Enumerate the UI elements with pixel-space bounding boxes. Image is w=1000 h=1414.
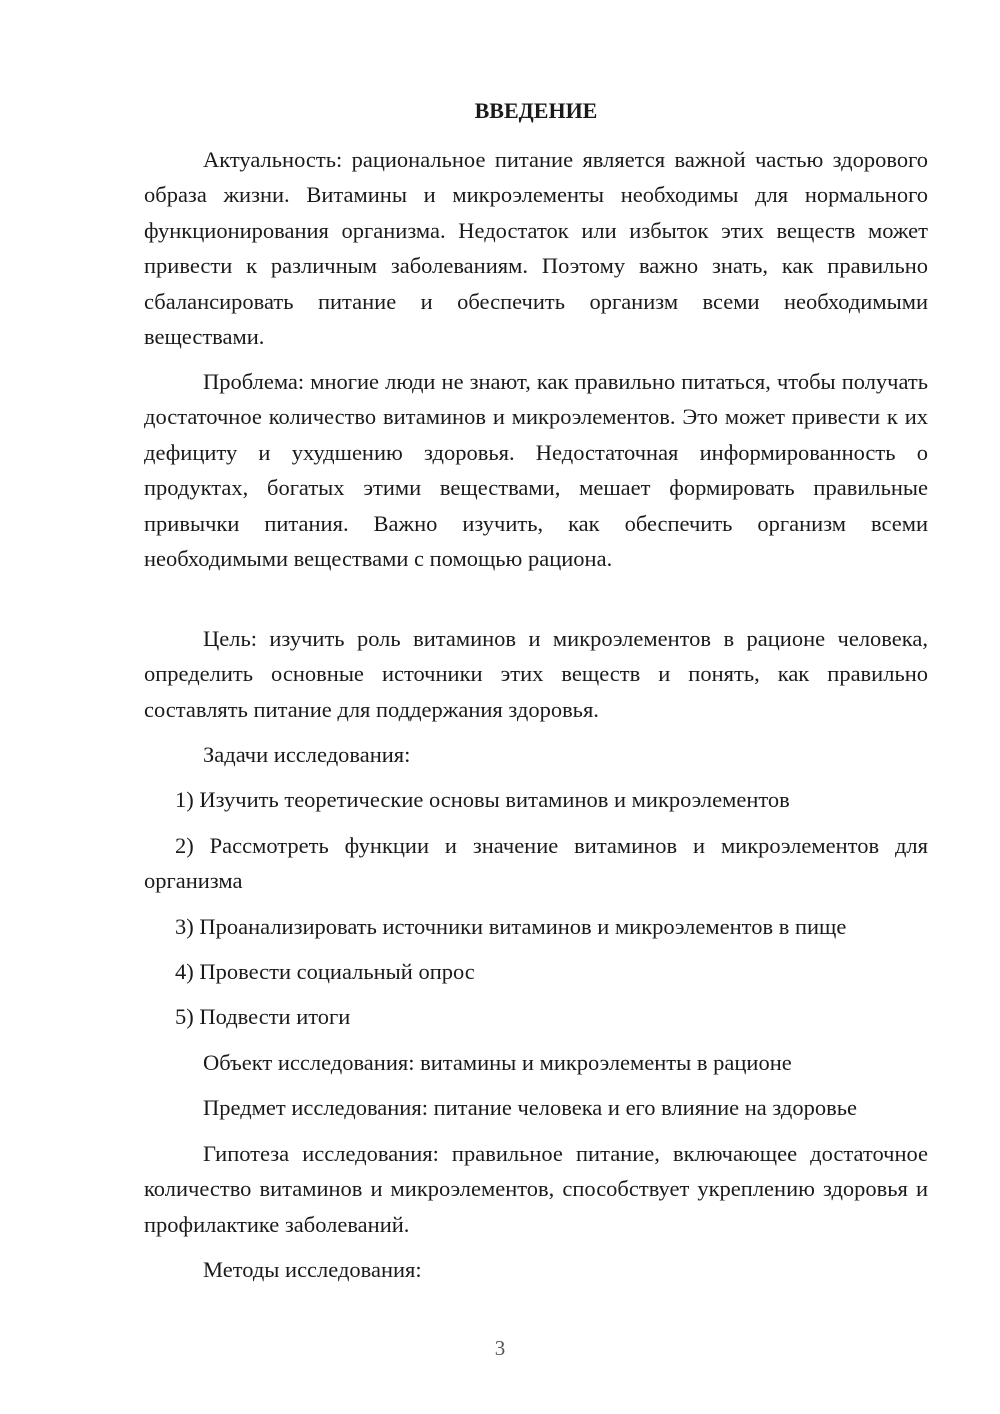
- paragraph-relevance: Актуальность: рациональное питание является важной частью здорового образа жизни. Витамины и микроэлементы необходимы для нормального функционирования организма. Недостаток или избыток этих веществ может привести к различным заболеваниям. Поэтому важно знать, как правильно сбалансировать питание и обеспечить организм всеми необходимыми веществами.: [144, 147, 928, 350]
- task-item-4: 4) Провести социальный опрос: [175, 959, 475, 984]
- paragraph-goal: Цель: изучить роль витаминов и микроэлементов в рационе человека, определить основные источники этих веществ и понять, как правильно составлять питание для поддержания здоровья.: [144, 626, 928, 722]
- task-item-2: 2) Рассмотреть функции и значение витаминов и микроэлементов для организма: [144, 833, 928, 894]
- task-item-3: 3) Проанализировать источники витаминов и микроэлементов в пище: [175, 914, 847, 939]
- paragraph-hypothesis: Гипотеза исследования: правильное питание, включающее достаточное количество витаминов и микроэлементов, способствует укреплению здоровья и профилактике заболеваний.: [144, 1141, 928, 1237]
- page-number: 3: [494, 1336, 506, 1360]
- tasks-heading: Задачи исследования:: [203, 742, 411, 767]
- paragraph-object: Объект исследования: витамины и микроэлементы в рационе: [203, 1050, 792, 1075]
- paragraph-subject: Предмет исследования: питание человека и его влияние на здоровье: [203, 1095, 857, 1120]
- task-item-5: 5) Подвести итоги: [175, 1004, 351, 1029]
- page-title: ВВЕДЕНИЕ: [474, 98, 598, 123]
- task-item-1: 1) Изучить теоретические основы витаминов и микроэлементов: [175, 787, 790, 812]
- paragraph-problem: Проблема: многие люди не знают, как правильно питаться, чтобы получать достаточное количество витаминов и микроэлементов. Это может привести к их дефициту и ухудшению здоровья. Недостаточная информированность о продуктах, богатых этими веществами, мешает формировать правильные привычки питания. Важно изучить, как обеспечить организм всеми необходимыми веществами с помощью рациона.: [144, 369, 928, 572]
- methods-heading: Методы исследования:: [203, 1257, 422, 1282]
